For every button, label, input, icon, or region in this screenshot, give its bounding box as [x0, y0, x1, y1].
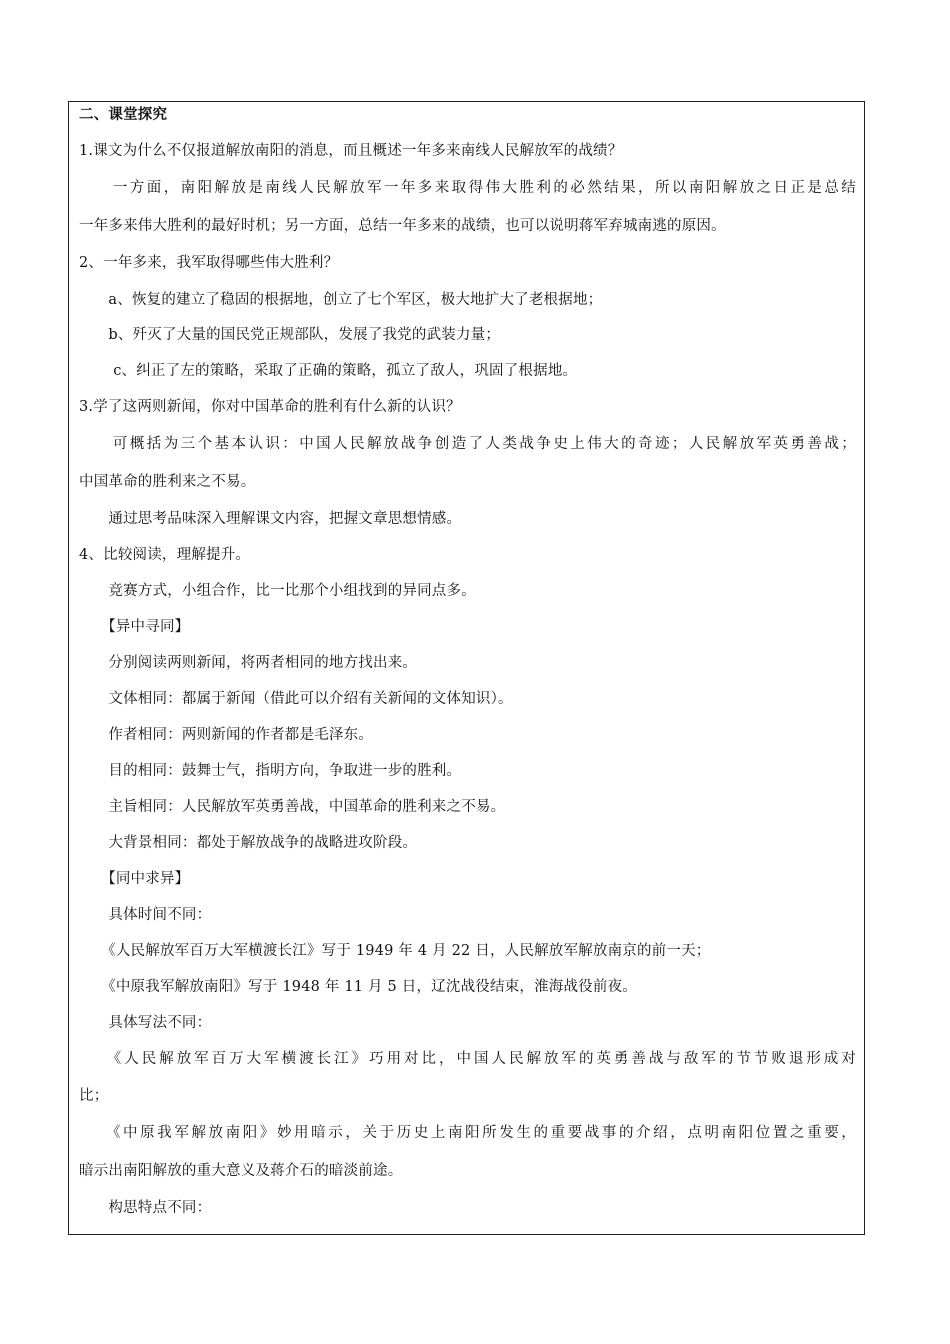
content-table-cell: [68, 101, 865, 1235]
competition-instructions: 竞赛方式，小组合作，比一比那个小组找到的异同点多。: [79, 583, 476, 599]
answer-2-item-c: c、纠正了左的策略，采取了正确的策略，孤立了敌人，巩固了根据地。: [79, 363, 578, 379]
section-title: 二、课堂探究: [79, 106, 168, 123]
subheading-similarities: 【异中寻同】: [79, 619, 190, 635]
similarity-author: 作者相同：两则新闻的作者都是毛泽东。: [79, 727, 373, 743]
similarities-intro: 分别阅读两则新闻，将两者相同的地方找出来。: [79, 655, 418, 671]
difference-time-heading: 具体时间不同：: [79, 907, 212, 923]
question-1: 1.课文为什么不仅报道解放南阳的消息，而且概述一年多来南线人民解放军的战绩？: [79, 143, 623, 159]
difference-method-article-1-line-2: 比；: [79, 1088, 109, 1104]
question-4: 4、比较阅读，理解提升。: [79, 547, 251, 563]
difference-method-heading: 具体写法不同：: [79, 1015, 212, 1031]
similarity-purpose: 目的相同：鼓舞士气，指明方向，争取进一步的胜利。: [79, 763, 462, 779]
difference-method-article-2-line-1: 《中原我军解放南阳》妙用暗示，关于历史上南阳所发生的重要战事的介绍，点明南阳位置之重要，: [79, 1125, 856, 1141]
note-paragraph: 通过思考品味深入理解课文内容，把握文章思想情感。: [79, 511, 462, 527]
difference-time-article-1: 《人民解放军百万大军横渡长江》写于 1949 年 4 月 22 日，人民解放军解放南京的前一天；: [79, 943, 711, 959]
difference-structure-heading: 构思特点不同：: [79, 1200, 212, 1216]
question-3: 3.学了这两则新闻，你对中国革命的胜利有什么新的认识？: [79, 399, 461, 415]
answer-2-item-a: a、恢复的建立了稳固的根据地，创立了七个军区，极大地扩大了老根据地；: [79, 292, 603, 308]
subheading-differences: 【同中求异】: [79, 871, 190, 887]
similarity-genre: 文体相同：都属于新闻（借此可以介绍有关新闻的文体知识）。: [79, 691, 513, 707]
answer-3-line-2: 中国革命的胜利来之不易。: [79, 474, 256, 490]
similarity-background: 大背景相同：都处于解放战争的战略进攻阶段。: [79, 835, 418, 851]
question-2: 2、一年多来，我军取得哪些伟大胜利？: [79, 255, 339, 271]
answer-2-item-b: b、歼灭了大量的国民党正规部队，发展了我党的武装力量；: [79, 327, 501, 343]
answer-3-line-1: 可概括为三个基本认识：中国人民解放战争创造了人类战争史上伟大的奇迹；人民解放军英勇善战；: [79, 436, 856, 452]
answer-1-line-1: 一方面，南阳解放是南线人民解放军一年多来取得伟大胜利的必然结果，所以南阳解放之日正是总结: [79, 180, 856, 196]
difference-method-article-1-line-1: 《人民解放军百万大军横渡长江》巧用对比，中国人民解放军的英勇善战与敌军的节节败退形成对: [79, 1051, 856, 1067]
answer-1-line-2: 一年多来伟大胜利的最好时机；另一方面，总结一年多来的战绩，也可以说明蒋军弃城南逃的原因。: [79, 218, 726, 234]
similarity-theme: 主旨相同：人民解放军英勇善战，中国革命的胜利来之不易。: [79, 799, 506, 815]
difference-method-article-2-line-2: 暗示出南阳解放的重大意义及蒋介石的暗淡前途。: [79, 1163, 403, 1179]
difference-time-article-2: 《中原我军解放南阳》写于 1948 年 11 月 5 日，辽沈战役结束，淮海战役前夜。: [79, 979, 637, 995]
